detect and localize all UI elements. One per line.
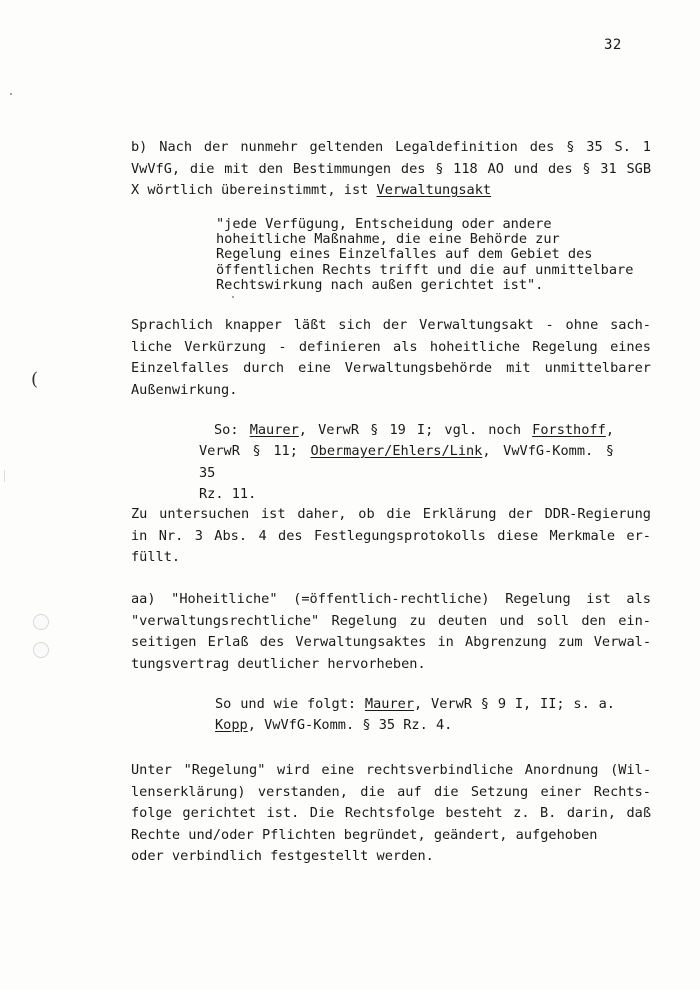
defined-term: Verwaltungsakt [376,182,492,198]
paragraph-line [131,180,651,202]
paragraph-line: Rechte und/oder Pflichten begründet, geändert, aufgehoben [131,826,598,843]
paragraph-b [131,137,651,202]
paragraph-line: aa) "Hoheitliche" (=öffentlich-rechtliche) Regelung ist als [131,591,651,607]
text-segment: So und wie folgt: [215,696,365,712]
author-name: Maurer [249,422,299,438]
paragraph-line: VwVfG, die mit den Bestimmungen des § 118 AO und des § 31 SGB [131,160,651,177]
paragraph-line: b) Nach der nunmehr geltenden Legaldefinition des § 35 S. 1 [131,139,651,155]
text-segment: , VerwR § 19 I; vgl. noch [298,422,533,438]
paragraph-line: füllt. [131,549,181,565]
paragraph-line: folge gerichtet ist. Die Rechtsfolge besteht z. B. darin, daß [131,805,651,821]
paragraph-sprachlich [131,315,651,401]
quote-line: Rechtswirkung nach außen gerichtet ist". [216,276,544,293]
paragraph-line: in Nr. 3 Abs. 4 des Festlegungsprotokolls diese Merkmale er- [131,527,651,544]
author-name: Obermayer/Ehlers/Link [310,443,483,459]
author-name: Forsthoff [532,422,606,438]
citation-line [214,420,614,442]
paragraph-line: Unter "Regelung" wird eine rechtsverbindliche Anordnung (Wil- [131,762,651,778]
citation-2 [215,694,615,716]
quote-line: "jede Verfügung, Entscheidung oder andere [216,216,552,232]
quote-line: hoheitliche Maßnahme, die eine Behörde zur [216,231,560,248]
paragraph-aa [131,589,651,675]
citation-1-cont [199,441,614,506]
paragraph-line: liche Verkürzung - definieren als hoheitliche Regelung eines [131,338,651,355]
text-segment: , VwVfG-Komm. § 35 [199,443,614,481]
paragraph-line: seitigen Erlaß des Verwaltungsaktes in Abgrenzung zum Verwal- [131,634,651,650]
quote-line: öffentlichen Rechts trifft und die auf unmittelbare [216,261,634,278]
page-number: 32 [604,37,622,53]
speck-dot [232,296,234,298]
paragraph-line: tungsvertrag deutlicher hervorheben. [131,655,426,672]
text-segment: , VerwR § 9 I, II; s. a. [414,696,615,712]
text-segment: X wörtlich übereinstimmt, ist [131,182,377,198]
speck-dot [10,93,12,95]
paragraph-line: lenserklärung) verstanden, die auf die Setzung einer Rechts- [131,783,651,800]
citation-1 [214,420,614,442]
paragraph-line: Sprachlich knapper läßt sich der Verwaltungsakt - ohne sach- [131,317,651,333]
paragraph-line: oder verbindlich festgestellt werden. [131,848,434,864]
citation-line [215,694,615,716]
paragraph-line: Zu untersuchen ist daher, ob die Erklärung der DDR-Regierung [131,506,651,522]
paragraph-line: "verwaltungsrechtliche" Regelung zu deuten und soll den ein- [131,612,651,629]
text-segment: VerwR § 11; [199,443,311,459]
citation-2-cont [215,715,615,737]
author-name: Maurer [364,696,415,712]
text-segment: , [605,422,614,438]
author-name: Kopp [215,717,248,733]
margin-bracket-mark: ( [31,369,39,390]
punch-hole-icon [33,614,49,630]
quote-line: Regelung eines Einzelfalles auf dem Gebiet des [216,246,593,263]
paragraph-line: Außenwirkung. [131,381,238,398]
margin-tick [4,470,5,482]
citation-line [215,715,615,737]
statutory-quote [216,216,634,293]
paragraph-zu-untersuchen [131,504,651,569]
punch-hole-icon [33,642,49,658]
paragraph-unter-regelung [131,760,651,868]
citation-line [199,441,614,484]
citation-line: Rz. 11. [199,486,257,502]
text-segment: So: [214,422,250,438]
paragraph-line: Einzelfalles durch eine Verwaltungsbehörde mit unmittelbarer [131,360,651,376]
text-segment: , VwVfG-Komm. § 35 Rz. 4. [247,717,453,733]
